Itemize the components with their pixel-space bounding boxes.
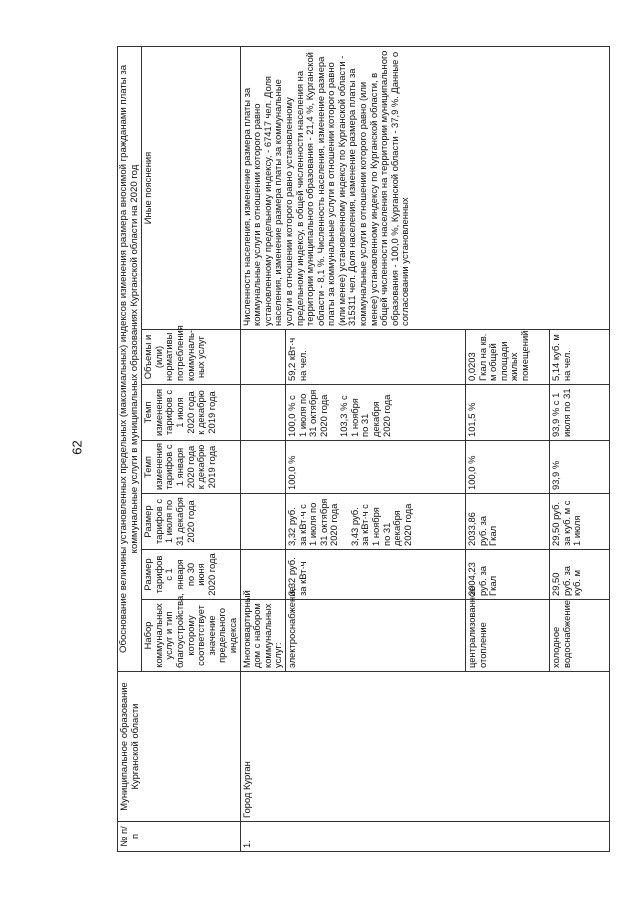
header-num: № п/п <box>118 822 241 852</box>
service-name: централизованное отопление <box>465 600 549 672</box>
service-change-jan: 93,9 % <box>549 441 609 494</box>
row-num: 1. <box>240 822 609 852</box>
service-change-jul <box>285 385 465 441</box>
service-tariff-h2: 2033,86 руб. за Гкал <box>465 494 549 550</box>
header-title: Обоснование величины установленных предельных (максимальных) индексов изменения размера вносимой гражданами платы за коммунальные услуги в муниципальных образованиях Курганской области на 2020 год <box>118 46 142 671</box>
service-tariff-h1: 2004,23 руб. за Гкал <box>465 550 549 600</box>
rotated-table-frame <box>117 47 583 852</box>
service-change-jul: 93,9 % с 1 июля по 31 <box>549 385 609 441</box>
header-services: Набор коммунальных услуг и тип благоустройства, которому соответствует значение предельного индекса <box>142 600 240 672</box>
row-house-type: Многоквартирный дом с набором коммунальных услуг: <box>240 600 285 672</box>
header-change-jan: Темп изменения тарифов с 1 января 2020 года к декабрю 2019 года <box>142 441 240 494</box>
service-name: холодное водоснабжение <box>549 600 609 672</box>
header-municipality: Муниципальное образование Курганской области <box>118 672 241 822</box>
service-change-jul: 101,5 % <box>465 385 549 441</box>
service-change-jul-b: 103,3 % с 1 ноября по 31 декабря 2020 года <box>338 394 392 437</box>
service-change-jul-a: 100,0 % с 1 июля по 31 октября 2020 года <box>285 389 329 437</box>
service-tariff-h2: 29,50 руб. за куб. м с 1 июля <box>549 494 609 550</box>
service-name: электроснабжение <box>285 600 465 672</box>
header-notes: Иные пояснения <box>142 46 240 329</box>
page-number: 62 <box>69 440 85 455</box>
service-tariff-h2-b: 3,43 руб. за кВт·ч с 1 ноября по 31 декабря 2020 года <box>348 503 413 546</box>
service-tariff-h1: 29,50 руб. за куб. м <box>549 550 609 600</box>
row-municipality: Город Курган <box>240 672 609 822</box>
service-change-jan: 100,0 % <box>285 441 465 494</box>
header-volumes: Объемы и (или) нормативы потребления коммуналь-ных услуг <box>142 330 240 385</box>
table-row <box>240 46 285 851</box>
header-tariff-h2: Размер тарифов с 1 июля по 31 декабря 2020 года <box>142 494 240 550</box>
service-tariff-h1: 3,32 руб. за кВт·ч <box>285 550 465 600</box>
service-volume: 59,2 кВт·ч на чел. <box>285 330 465 385</box>
rotated-table <box>117 47 583 852</box>
header-tariff-h1: Размер тарифов с 1 января по 30 июня 2020 года <box>142 550 240 600</box>
service-volume: 5,14 куб. м на чел. <box>549 330 609 385</box>
row-notes: Численность населения, изменение размера платы за коммунальные услуги в отношении которого равно установленному предельному индексу, - 67417 чел. Доля населения, изменение размера платы за коммунальные услуги в отношении которого равно установленному предельному индексу, в общей численности населения на территории муниципального образования - 21,4 %, Курганской области - 8,1 %. Численность населения, изменение размера платы за коммунальные услуги в отношении которого равно (или менее) установленному индексу по Курганской области - 315311 чел. Доля населения, изменение размера платы за коммунальные услуги в отношении которого равно (или менее) установленному индексу по Курганской области, в общей численности населения на территории муниципального образования - 100,0 %, Курганской области - 37,9 %. Данные о согласовании установленных <box>240 46 609 329</box>
header-change-jul: Темп изменения тарифов с 1 июля 2020 года к декабрю 2019 года <box>142 385 240 441</box>
service-tariff-h2-a: 3,32 руб. за кВт·ч с 1 июля по 31 октября 2020 года <box>285 498 340 546</box>
service-volume: 0,0203 Гкал на кв. м общей площади жилых помещений <box>465 330 549 385</box>
tariff-table <box>117 46 610 852</box>
service-tariff-h2 <box>285 494 465 550</box>
service-change-jan: 100,0 % <box>465 441 549 494</box>
